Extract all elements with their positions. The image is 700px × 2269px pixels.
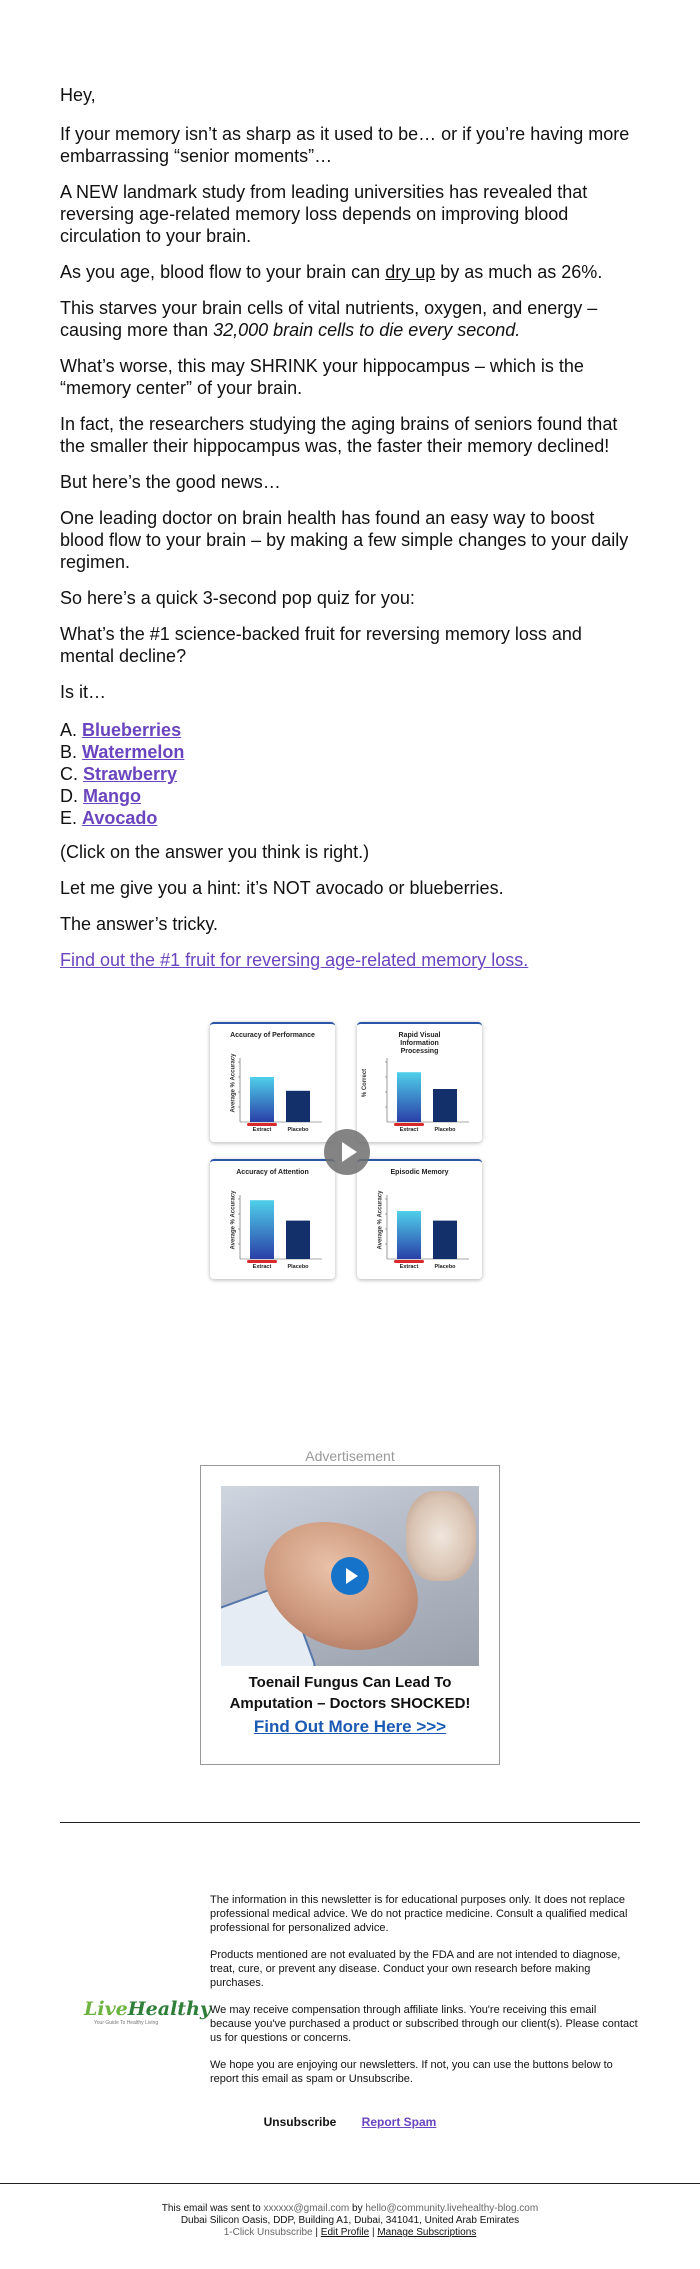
disclaimer-paragraph: The information in this newsletter is for educational purposes only. It does not replace professional medical advice. We do not practice medicine. Consult a qualified medical professional for personalized advice. bbox=[210, 1894, 628, 1934]
email-body bbox=[60, 84, 640, 971]
chart-card bbox=[210, 1159, 335, 1279]
paragraph-text: by as much as 26%. bbox=[435, 262, 603, 282]
by-label: by bbox=[352, 2203, 363, 2214]
footer bbox=[140, 2203, 560, 2239]
extract-highlight bbox=[394, 1260, 424, 1263]
answer-strawberry-link[interactable]: Strawberry bbox=[83, 764, 178, 784]
bar-chart bbox=[357, 1161, 482, 1279]
sender-email: hello@community.livehealthy-blog.com bbox=[365, 2203, 539, 2214]
paragraph: A NEW landmark study from leading universities has revealed that reversing age-related memory loss depends on improving blood circulation to your brain. bbox=[60, 182, 588, 246]
ad-headline[interactable]: Toenail Fungus Can Lead To Amputation – Doctors SHOCKED! bbox=[229, 1674, 471, 1712]
disclaimer-paragraph: Products mentioned are not evaluated by the FDA and are not intended to diagnose, treat, cure, or prevent any disease. Conduct your own research before making purchases. bbox=[210, 1949, 621, 1989]
report-spam-button[interactable]: Report Spam bbox=[361, 2115, 437, 2129]
paragraph bbox=[60, 261, 640, 283]
paragraph: So here’s a quick 3-second pop quiz for you: bbox=[60, 588, 415, 608]
chart-title: Episodic Memory bbox=[390, 1169, 449, 1176]
answer-watermelon-link[interactable]: Watermelon bbox=[82, 742, 185, 762]
dry-up-link[interactable]: dry up bbox=[385, 262, 436, 282]
advertisement-label: Advertisement bbox=[305, 1448, 395, 1464]
divider bbox=[60, 1822, 640, 1823]
paragraph-text: As you age, blood flow to your brain can bbox=[60, 262, 386, 282]
bar-extract bbox=[250, 1200, 274, 1259]
answer-avocado-link[interactable]: Avocado bbox=[82, 808, 158, 828]
paragraph-text: This starves your brain cells of vital nutrients, oxygen, and energy – causing more than bbox=[60, 298, 598, 340]
video-thumbnail[interactable] bbox=[210, 1022, 485, 1279]
play-icon[interactable] bbox=[331, 1557, 369, 1595]
chart-ylabel: Average % Accuracy bbox=[230, 1190, 237, 1250]
separator: | bbox=[315, 2227, 319, 2238]
paragraph: Let me give you a hint: it’s NOT avocado or blueberries. bbox=[60, 878, 504, 898]
unsubscribe-row bbox=[0, 2115, 700, 2129]
sent-to-label: This email was sent to bbox=[161, 2203, 261, 2214]
answer-letter: E. bbox=[60, 808, 78, 828]
ad-find-out-more-link[interactable]: Find Out More Here >>> bbox=[253, 1717, 447, 1736]
paragraph: What’s worse, this may SHRINK your hippocampus – which is the “memory center” of your brain. bbox=[60, 356, 584, 398]
answer-blueberries-link[interactable]: Blueberries bbox=[82, 720, 182, 740]
paragraph: (Click on the answer you think is right.) bbox=[60, 842, 370, 862]
paragraph: One leading doctor on brain health has found an easy way to boost blood flow to your brain – by making a few simple changes to your daily regimen. bbox=[60, 508, 629, 572]
category-label: Extract bbox=[399, 1127, 419, 1133]
ad-foot-shape bbox=[406, 1491, 476, 1581]
paragraph: What’s the #1 science-backed fruit for reversing memory loss and mental decline? bbox=[60, 624, 582, 666]
bar-extract bbox=[397, 1072, 421, 1122]
list-item bbox=[60, 741, 640, 763]
greeting: Hey, bbox=[60, 85, 96, 105]
chart-title: Accuracy of Performance bbox=[230, 1032, 315, 1039]
answer-letter: B. bbox=[60, 742, 78, 762]
disclaimer-paragraph: We hope you are enjoying our newsletters. If not, you can use the buttons below to report this email as spam or Unsubscribe. bbox=[210, 2059, 613, 2085]
paragraph bbox=[60, 297, 640, 341]
category-label: Placebo bbox=[434, 1127, 456, 1133]
livehealthy-logo bbox=[84, 1998, 211, 2026]
divider bbox=[0, 2183, 700, 2184]
list-item bbox=[60, 763, 640, 785]
bar-placebo bbox=[286, 1221, 310, 1259]
ad-video-image[interactable] bbox=[221, 1486, 479, 1666]
emphasis-text: 32,000 brain cells to die every second. bbox=[213, 320, 521, 340]
bar-chart bbox=[210, 1161, 335, 1279]
separator: | bbox=[371, 2227, 375, 2238]
recipient-email: xxxxxx@gmail.com bbox=[263, 2203, 350, 2214]
bar-chart bbox=[210, 1024, 335, 1142]
paragraph: If your memory isn’t as sharp as it used to be… or if you’re having more embarrassing “senior moments”… bbox=[60, 124, 630, 166]
chart-card bbox=[210, 1022, 335, 1142]
extract-highlight bbox=[247, 1123, 277, 1126]
bar-extract bbox=[397, 1211, 421, 1259]
extract-highlight bbox=[247, 1260, 277, 1263]
answer-list bbox=[60, 719, 640, 829]
paragraph bbox=[60, 949, 640, 971]
answer-letter: A. bbox=[60, 720, 78, 740]
extract-highlight bbox=[394, 1123, 424, 1126]
chart-title: Accuracy of Attention bbox=[236, 1169, 309, 1176]
paragraph: Is it… bbox=[60, 682, 107, 702]
logo-tagline: Your Guide To Healthy Living bbox=[93, 2020, 159, 2026]
manage-subscriptions-link[interactable]: Manage Subscriptions bbox=[377, 2227, 477, 2238]
chart-card bbox=[357, 1159, 482, 1279]
bar-extract bbox=[250, 1077, 274, 1122]
category-label: Placebo bbox=[434, 1264, 456, 1270]
bar-placebo bbox=[433, 1221, 457, 1259]
chart-ylabel: Average % Accuracy bbox=[377, 1190, 384, 1250]
chart-ylabel: % Correct bbox=[362, 1068, 369, 1098]
category-label: Extract bbox=[252, 1127, 272, 1133]
find-fruit-link[interactable]: Find out the #1 fruit for reversing age-related memory loss. bbox=[60, 950, 529, 970]
sent-to-line bbox=[140, 2203, 560, 2215]
chart-ylabel: Average % Accuracy bbox=[230, 1053, 237, 1113]
unsubscribe-button[interactable]: Unsubscribe bbox=[263, 2115, 337, 2129]
bar-placebo bbox=[286, 1091, 310, 1122]
footer-links bbox=[140, 2227, 560, 2239]
logo-word-live: Live bbox=[84, 1998, 128, 2020]
list-item bbox=[60, 807, 640, 829]
category-label: Placebo bbox=[287, 1264, 309, 1270]
list-item bbox=[60, 785, 640, 807]
bar-placebo bbox=[433, 1089, 457, 1122]
category-label: Extract bbox=[252, 1264, 272, 1270]
answer-letter: D. bbox=[60, 786, 78, 806]
paragraph: In fact, the researchers studying the aging brains of seniors found that the smaller their hippocampus was, the faster their memory declined! bbox=[60, 414, 618, 456]
category-label: Placebo bbox=[287, 1127, 309, 1133]
edit-profile-link[interactable]: Edit Profile bbox=[320, 2227, 370, 2238]
chart-title: Rapid Visual Information Processing bbox=[398, 1032, 441, 1055]
category-label: Extract bbox=[399, 1264, 419, 1270]
address: Dubai Silicon Oasis, DDP, Building A1, Dubai, 341041, United Arab Emirates bbox=[180, 2215, 520, 2226]
disclaimer bbox=[210, 1893, 640, 2099]
advertisement[interactable] bbox=[200, 1465, 500, 1765]
play-icon[interactable] bbox=[324, 1129, 370, 1175]
logo-wordmark bbox=[84, 1998, 211, 2020]
paragraph: But here’s the good news… bbox=[60, 472, 281, 492]
list-item bbox=[60, 719, 640, 741]
answer-mango-link[interactable]: Mango bbox=[83, 786, 142, 806]
one-click-unsubscribe-link[interactable]: 1-Click Unsubscribe bbox=[223, 2227, 313, 2238]
answer-letter: C. bbox=[60, 764, 78, 784]
chart-card bbox=[357, 1022, 482, 1142]
paragraph: The answer’s tricky. bbox=[60, 914, 219, 934]
disclaimer-paragraph: We may receive compensation through affiliate links. You're receiving this email because you've purchased a product or subscribed through our client(s). Please contact us for questions or concerns. bbox=[210, 2004, 638, 2044]
logo-word-healthy: Healthy bbox=[127, 1998, 211, 2020]
